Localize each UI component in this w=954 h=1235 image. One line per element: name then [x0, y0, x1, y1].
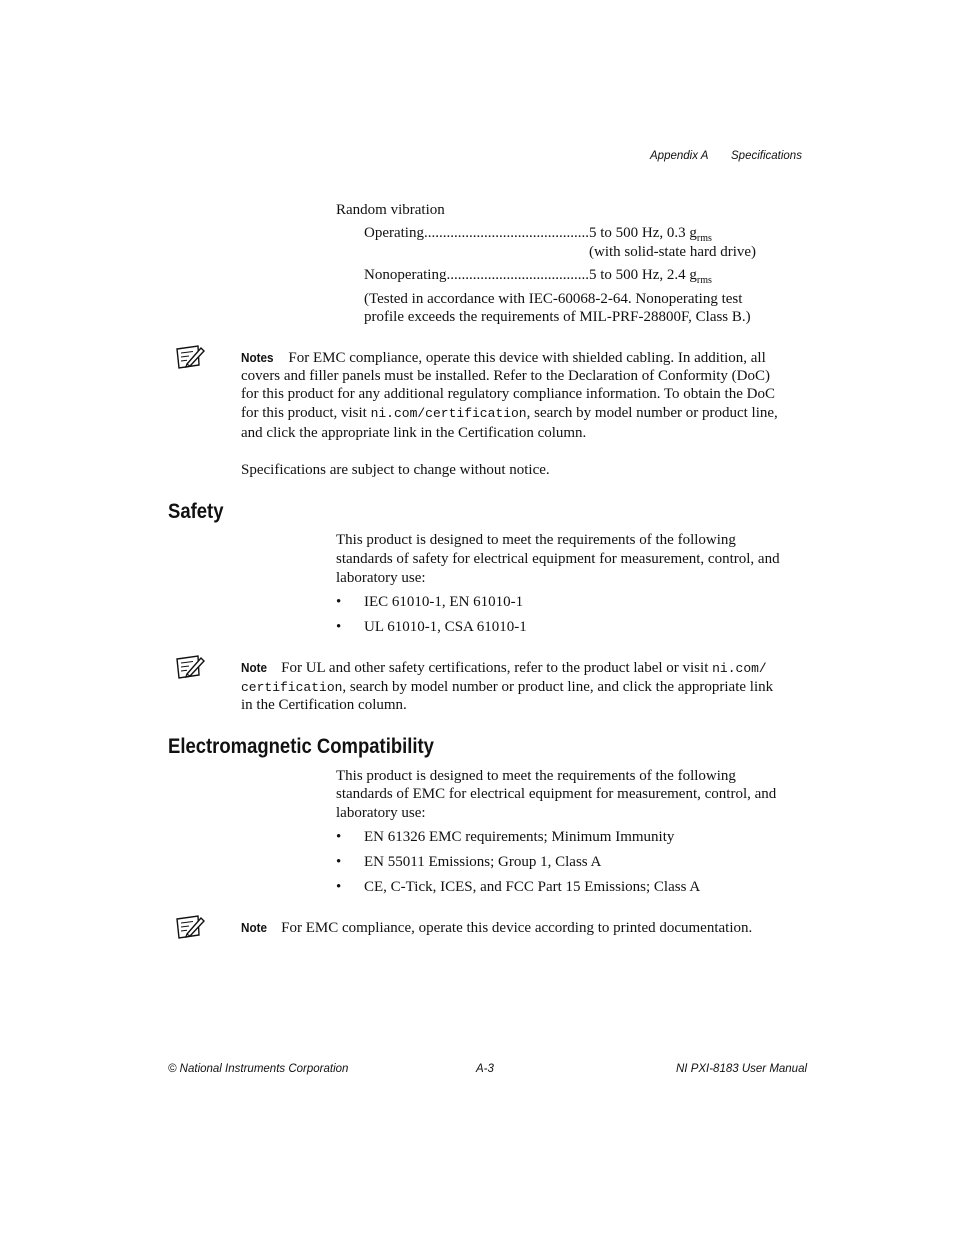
safety-note-line-2: certification, search by model number or product line, and click the appropriate link [241, 679, 774, 695]
nonoperating-label: Nonoperating [364, 267, 447, 283]
nonoperating-value: 5 to 500 Hz, 2.4 $g_{rms}$ [589, 267, 712, 286]
nonoperating-leader [446, 266, 590, 285]
certification-link[interactable]: ni.com/certification [370, 406, 527, 421]
emc-bullet-3: CE, C-Tick, ICES, and FCC Part 15 Emissions; Class A [364, 879, 701, 895]
emc-intro-3: laboratory use: [336, 805, 426, 821]
tested-line-2: profile exceeds the requirements of MIL-PRF-28800F, Class B.) [364, 309, 751, 325]
emc-note-label: Note [241, 920, 268, 935]
notes-line-2: covers and filler panels must be installed. Refer to the Declaration of Conformity (DoC) [241, 368, 771, 384]
emc-heading: Electromagnetic Compatibility [168, 735, 434, 758]
notes-line-3: for this product for any additional regulatory compliance information. To obtain the DoC [241, 386, 775, 402]
notes-line-5: and click the appropriate link in the Certification column. [241, 425, 587, 441]
safety-note-line-3: in the Certification column. [241, 697, 407, 713]
emc-bullet-1: EN 61326 EMC requirements; Minimum Immunity [364, 829, 675, 845]
bullet-marker: • [336, 619, 342, 635]
emc-intro-1: This product is designed to meet the requirements of the following [336, 768, 736, 784]
emc-bullet-2: EN 55011 Emissions; Group 1, Class A [364, 854, 602, 870]
operating-label: Operating [364, 225, 424, 241]
footer-page-number: A-3 [476, 1063, 494, 1075]
emc-intro-2: standards of EMC for electrical equipment for measurement, control, and [336, 786, 777, 802]
safety-heading: Safety [168, 500, 224, 523]
bullet-marker: • [336, 594, 342, 610]
bullet-marker: • [336, 854, 342, 870]
operating-leader [424, 224, 590, 243]
safety-intro-3: laboratory use: [336, 570, 426, 586]
safety-cert-link-part2[interactable]: certification [241, 680, 343, 695]
header-section: Appendix A [650, 150, 709, 162]
emc-heading-wrap [168, 735, 470, 759]
bullet-marker: • [336, 879, 342, 895]
vibration-label: Random vibration [336, 202, 445, 218]
notes-label: Notes [241, 350, 274, 365]
safety-intro-1: This product is designed to meet the requirements of the following [336, 532, 736, 548]
operating-value: 5 to 500 Hz, 0.3 $g_{rms}$ [589, 225, 712, 244]
safety-bullet-1: IEC 61010-1, EN 61010-1 [364, 594, 524, 610]
emc-note-line: Note For EMC compliance, operate this device according to printed documentation. [241, 920, 753, 936]
safety-heading-wrap [168, 500, 231, 524]
safety-cert-link-part1[interactable]: ni.com/ [712, 661, 767, 676]
operating-row [364, 224, 590, 243]
note-pencil-icon [174, 343, 206, 371]
operating-note: (with solid-state hard drive) [589, 244, 757, 260]
bullet-marker: • [336, 829, 342, 845]
safety-note-label: Note [241, 660, 268, 675]
spec-change-text: Specifications are subject to change without notice. [241, 462, 550, 478]
note-pencil-icon [174, 653, 206, 681]
footer-copyright: © National Instruments Corporation [168, 1063, 349, 1075]
tested-line-1: (Tested in accordance with IEC-60068-2-64. Nonoperating test [364, 291, 743, 307]
nonoperating-row [364, 266, 590, 285]
safety-note-line-1: Note For UL and other safety certifications, refer to the product label or visit ni.com/ [241, 660, 767, 676]
footer-manual-title: NI PXI-8183 User Manual [676, 1063, 808, 1075]
safety-bullet-2: UL 61010-1, CSA 61010-1 [364, 619, 527, 635]
notes-line-1: Notes For EMC compliance, operate this device with shielded cabling. In addition, all [241, 350, 766, 366]
safety-intro-2: standards of safety for electrical equipment for measurement, control, and [336, 551, 780, 567]
notes-line-4: for this product, visit ni.com/certification, search by model number or product line, [241, 405, 778, 421]
header-title: Specifications [731, 150, 802, 162]
note-pencil-icon [174, 913, 206, 941]
